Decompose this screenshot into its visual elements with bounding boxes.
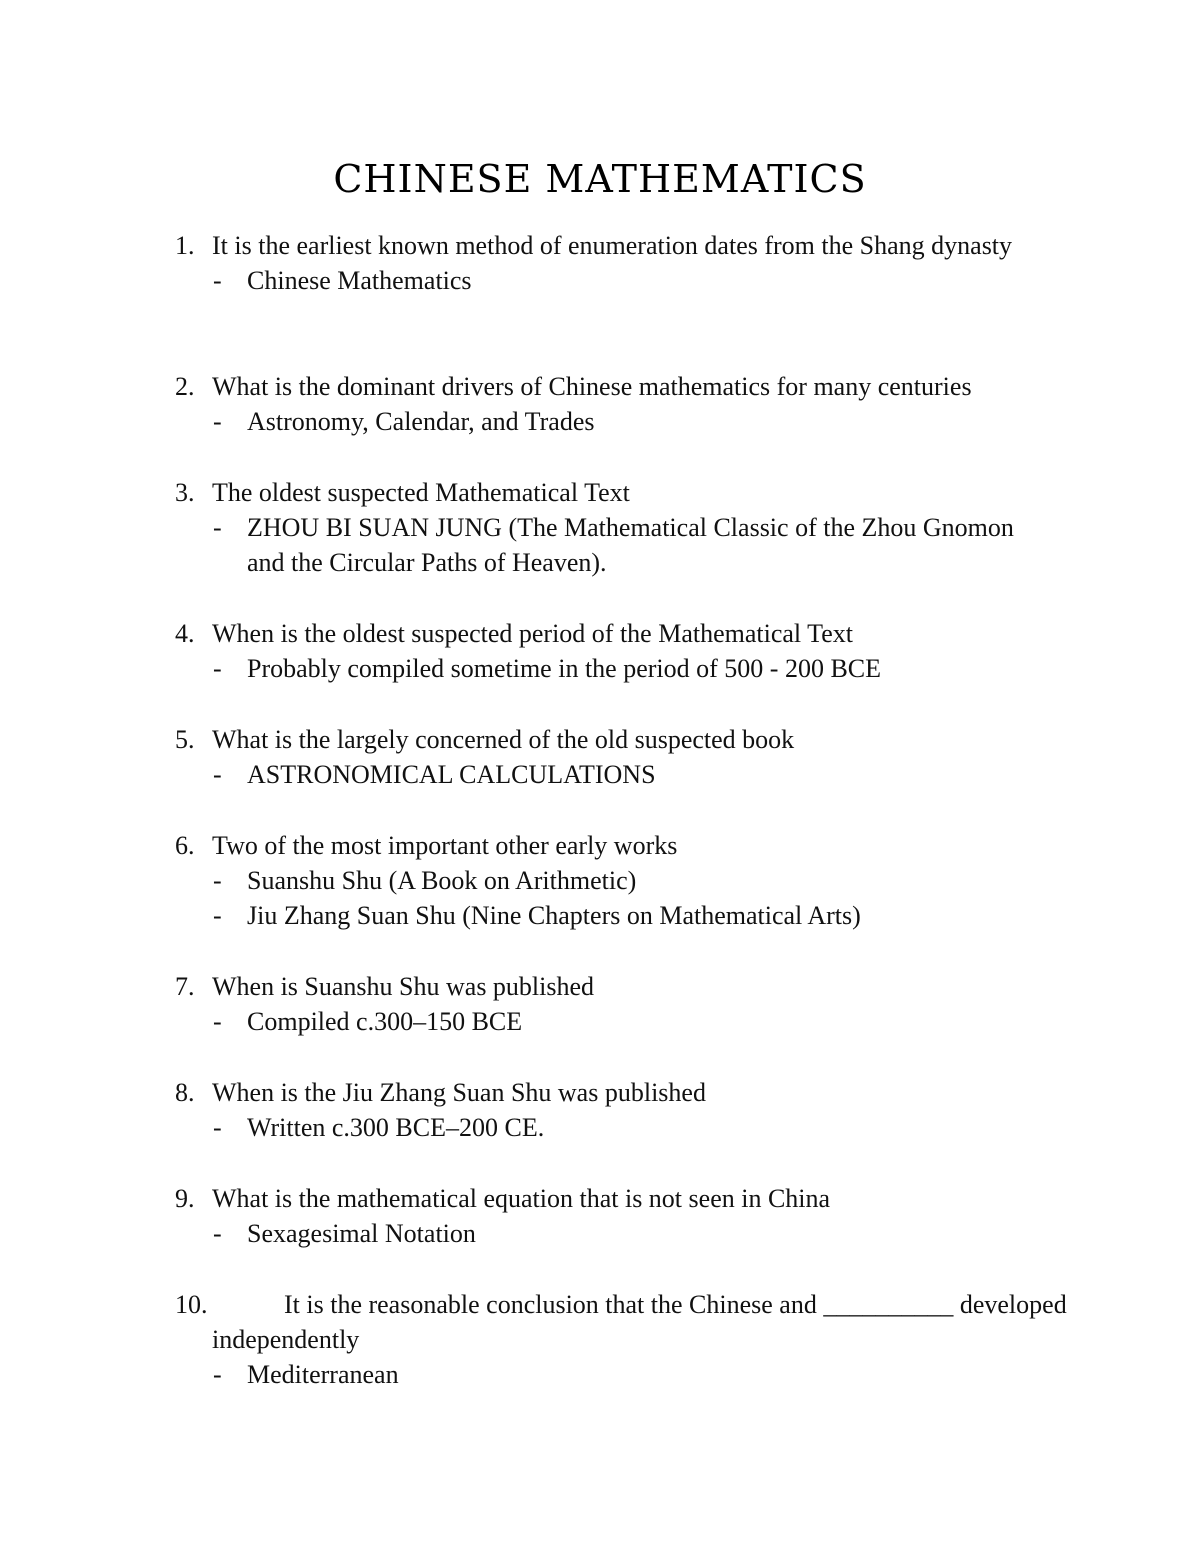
list-item [175,369,1075,439]
question-text: What is the dominant drivers of Chinese mathematics for many centuries [212,372,972,401]
answer-text: Written c.300 BCE–200 CE. [247,1113,545,1142]
answer [175,1004,1075,1039]
list-item [175,828,1075,933]
question-text: The oldest suspected Mathematical Text [212,478,630,507]
answer [175,1216,1075,1251]
question [175,1287,1075,1357]
question [175,475,1075,510]
answer-bullet: - [213,407,222,436]
question [175,828,1075,863]
answer [175,757,1075,792]
question-text: What is the mathematical equation that is not seen in China [212,1184,831,1213]
question-number: 1. [175,231,195,260]
question-number: 9. [175,1184,195,1213]
question-number: 5. [175,725,195,754]
question-number: 3. [175,478,195,507]
question-number: 4. [175,619,195,648]
question-number: 8. [175,1078,195,1107]
answer-bullet: - [213,513,222,542]
question [175,616,1075,651]
question-number: 7. [175,972,195,1001]
question-number: 10. [175,1290,208,1319]
answer [175,898,1075,933]
answer-bullet: - [213,1113,222,1142]
list-item [175,722,1075,792]
answer-bullet: - [213,1007,222,1036]
answer [175,404,1075,439]
question-text: Two of the most important other early works [212,831,678,860]
answer [175,1110,1075,1145]
answer-bullet: - [213,1219,222,1248]
list-item [175,969,1075,1039]
answer-text: ASTRONOMICAL CALCULATIONS [247,760,656,789]
answer [175,263,1075,298]
list-item [175,1075,1075,1145]
question-text: It is the earliest known method of enumeration dates from the Shang dynasty [212,231,1013,260]
answer [175,863,1075,898]
answer [175,1357,1075,1392]
answer-bullet: - [213,866,222,895]
question [175,969,1075,1004]
question-text: When is the oldest suspected period of the Mathematical Text [212,619,854,648]
answer-text: ZHOU BI SUAN JUNG (The Mathematical Classic of the Zhou Gnomon and the Circular Paths of Heaven). [247,513,1014,577]
answer [175,510,1037,580]
question-number: 6. [175,831,195,860]
answer-bullet: - [213,266,222,295]
question-number: 2. [175,372,195,401]
answer-bullet: - [213,1360,222,1389]
answer-text: Mediterranean [247,1360,399,1389]
question-text: What is the largely concerned of the old suspected book [212,725,795,754]
answer-text: Jiu Zhang Suan Shu (Nine Chapters on Mathematical Arts) [247,901,861,930]
question [175,1181,1075,1216]
question [175,369,1075,404]
question-text: It is the reasonable conclusion that the Chinese and __________ developed independently [212,1290,1067,1354]
question-text: When is the Jiu Zhang Suan Shu was published [212,1078,706,1107]
answer-text: Astronomy, Calendar, and Trades [247,407,595,436]
list-item [175,616,1075,686]
question-text: When is Suanshu Shu was published [212,972,595,1001]
question [175,228,1075,263]
question [175,722,1075,757]
answer-text: Chinese Mathematics [247,266,472,295]
list-item [175,1287,1075,1392]
answer-text: Compiled c.300–150 BCE [247,1007,523,1036]
answer-text: Suanshu Shu (A Book on Arithmetic) [247,866,637,895]
answer-bullet: - [213,901,222,930]
answer [175,651,1075,686]
question [175,1075,1075,1110]
answer-bullet: - [213,760,222,789]
page-title: CHINESE MATHEMATICS [333,157,867,201]
list-item [175,1181,1075,1251]
list-item [175,228,1075,298]
answer-text: Sexagesimal Notation [247,1219,476,1248]
answer-bullet: - [213,654,222,683]
answer-text: Probably compiled sometime in the period of 500 - 200 BCE [247,654,882,683]
list-item [175,475,1075,580]
